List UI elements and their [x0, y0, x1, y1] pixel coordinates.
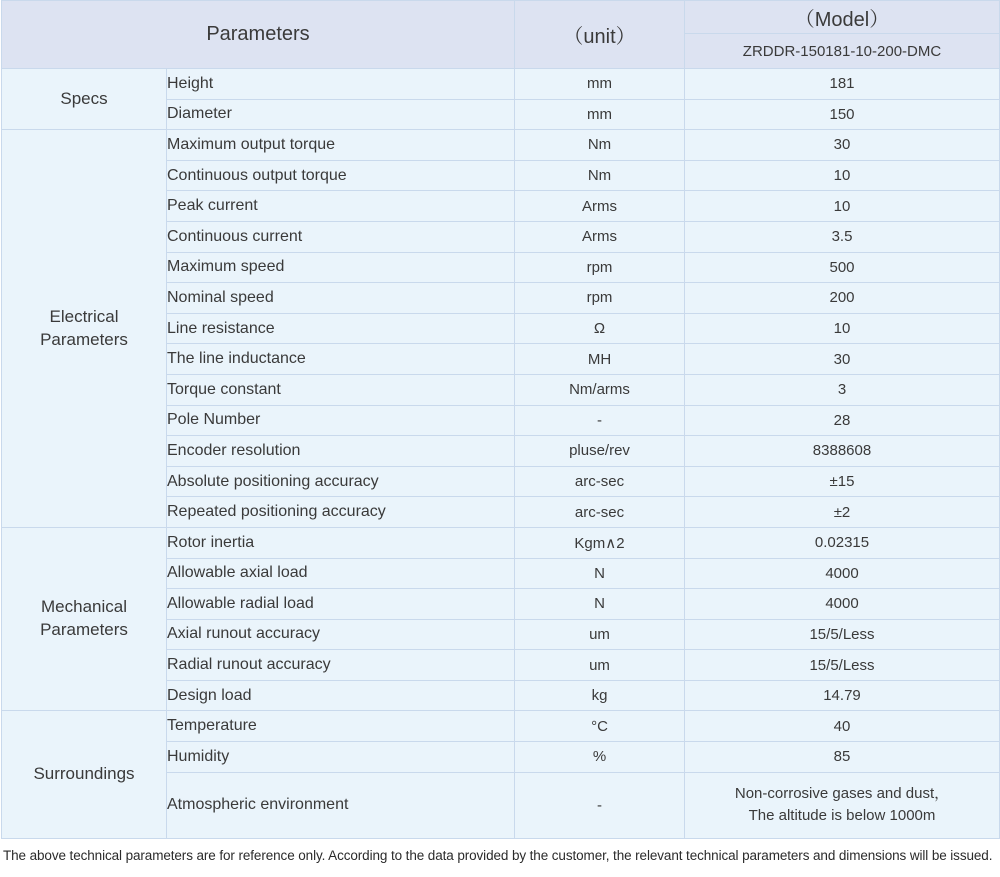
specification-table	[1, 0, 1000, 839]
param-unit: -	[515, 772, 685, 838]
header-row	[2, 1, 1000, 34]
param-value	[685, 772, 1000, 838]
param-label: Rotor inertia	[167, 527, 515, 558]
param-value: 14.79	[685, 680, 1000, 711]
param-unit: mm	[515, 69, 685, 100]
group-label-mechanical-parameters	[2, 527, 167, 711]
param-value: 0.02315	[685, 527, 1000, 558]
param-label: Temperature	[167, 711, 515, 742]
table-body	[2, 69, 1000, 839]
param-unit: um	[515, 619, 685, 650]
param-value: 3.5	[685, 221, 1000, 252]
param-unit: Kgm∧2	[515, 527, 685, 558]
param-unit: arc-sec	[515, 497, 685, 528]
group-label-line2: Parameters	[40, 620, 128, 640]
param-value: 30	[685, 130, 1000, 161]
param-unit: °C	[515, 711, 685, 742]
param-label: Repeated positioning accuracy	[167, 497, 515, 528]
footnote: The above technical parameters are for reference only. According to the data provided by the customer, the relevant technical parameters and dimensions will be issued.	[3, 847, 993, 863]
param-label: Radial runout accuracy	[167, 650, 515, 681]
param-label: Maximum output torque	[167, 130, 515, 161]
param-value: 181	[685, 69, 1000, 100]
table-row	[2, 527, 1000, 558]
param-value: 30	[685, 344, 1000, 375]
param-value: 200	[685, 283, 1000, 314]
param-unit: N	[515, 589, 685, 620]
group-label-line1: Electrical	[49, 306, 119, 326]
param-unit: mm	[515, 99, 685, 130]
group-label-surroundings: Surroundings	[2, 711, 167, 838]
header-parameters: Parameters	[2, 1, 515, 69]
param-label: Continuous current	[167, 221, 515, 252]
param-unit: rpm	[515, 283, 685, 314]
param-label: Maximum speed	[167, 252, 515, 283]
param-value: 4000	[685, 558, 1000, 589]
param-unit: Nm	[515, 130, 685, 161]
header-model-title: （Model）	[685, 1, 1000, 34]
param-label: Continuous output torque	[167, 160, 515, 191]
param-value: 10	[685, 313, 1000, 344]
group-label-specs: Specs	[2, 69, 167, 130]
param-value: 4000	[685, 589, 1000, 620]
header-unit: （unit）	[515, 1, 685, 69]
header-model-name: ZRDDR-150181-10-200-DMC	[685, 34, 1000, 69]
param-label: Nominal speed	[167, 283, 515, 314]
param-unit: Nm/arms	[515, 374, 685, 405]
param-unit: Ω	[515, 313, 685, 344]
param-unit: Arms	[515, 191, 685, 222]
param-value-line2: The altitude is below 1000m	[748, 807, 936, 825]
group-label-line1: Mechanical	[41, 597, 127, 617]
param-value: ±15	[685, 466, 1000, 497]
param-value: 15/5/Less	[685, 619, 1000, 650]
param-unit: Nm	[515, 160, 685, 191]
param-unit: -	[515, 405, 685, 436]
param-label: Axial runout accuracy	[167, 619, 515, 650]
param-unit: um	[515, 650, 685, 681]
param-label: Atmospheric environment	[167, 772, 515, 838]
param-unit: N	[515, 558, 685, 589]
table-header	[2, 1, 1000, 69]
param-label: Line resistance	[167, 313, 515, 344]
param-label: Design load	[167, 680, 515, 711]
table-row	[2, 711, 1000, 742]
param-label: Absolute positioning accuracy	[167, 466, 515, 497]
param-unit: Arms	[515, 221, 685, 252]
param-label: Pole Number	[167, 405, 515, 436]
param-value: 15/5/Less	[685, 650, 1000, 681]
param-value: 10	[685, 191, 1000, 222]
param-value: 150	[685, 99, 1000, 130]
param-label: Humidity	[167, 742, 515, 773]
param-value: 28	[685, 405, 1000, 436]
param-unit: rpm	[515, 252, 685, 283]
table-row	[2, 130, 1000, 161]
param-value: ±2	[685, 497, 1000, 528]
param-value: 3	[685, 374, 1000, 405]
param-label: Diameter	[167, 99, 515, 130]
param-label: The line inductance	[167, 344, 515, 375]
param-label: Peak current	[167, 191, 515, 222]
param-unit: MH	[515, 344, 685, 375]
param-value: 40	[685, 711, 1000, 742]
param-unit: kg	[515, 680, 685, 711]
param-value-line1: Non-corrosive gases and dust，	[734, 784, 950, 802]
param-value: 500	[685, 252, 1000, 283]
param-unit: arc-sec	[515, 466, 685, 497]
table-row	[2, 69, 1000, 100]
param-unit: %	[515, 742, 685, 773]
group-label-line2: Parameters	[40, 329, 128, 349]
param-label: Allowable axial load	[167, 558, 515, 589]
param-value: 85	[685, 742, 1000, 773]
param-label: Allowable radial load	[167, 589, 515, 620]
param-unit: pluse/rev	[515, 436, 685, 467]
group-label-electrical-parameters	[2, 130, 167, 528]
param-label: Height	[167, 69, 515, 100]
param-label: Encoder resolution	[167, 436, 515, 467]
param-value: 8388608	[685, 436, 1000, 467]
param-label: Torque constant	[167, 374, 515, 405]
param-value: 10	[685, 160, 1000, 191]
